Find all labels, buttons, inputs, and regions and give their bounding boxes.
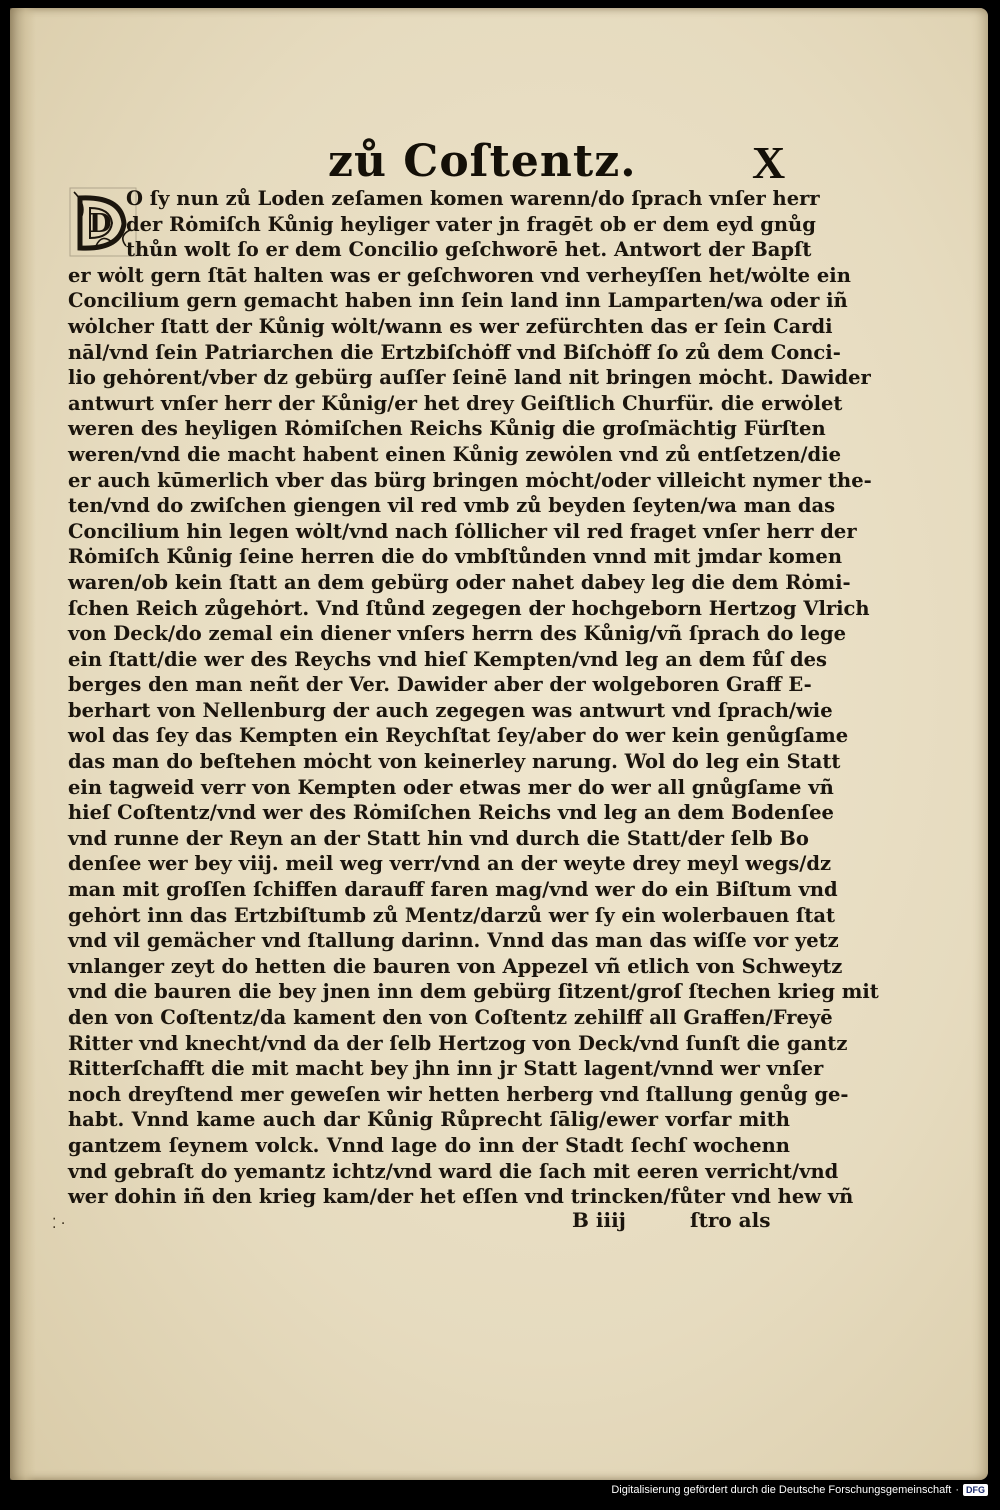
funding-credit: Digitalisierung gefördert durch die Deutsche Forschungsgemeinschaft	[611, 1484, 952, 1496]
text-line: das man do beſtehen mȯcht von keinerley narung. Wol do leg ein Statt	[68, 750, 841, 774]
text-line: er wȯlt gern ſtāt halten was er geſchworen vnd verheyſſen het/wȯlte ein	[68, 263, 851, 287]
text-line: thůn wolt ſo er dem Concilio geſchworē het. Antwort der Bapſt	[126, 238, 812, 262]
print-specks: ⁚ ·	[52, 1216, 66, 1232]
text-line: Concilium gern gemacht haben inn ſein land inn Lamparten/wa oder iñ	[68, 289, 848, 313]
text-line: vnd runne der Reyn an der Statt hin vnd durch die Statt/der ſelb Bo	[68, 826, 809, 850]
footer-credit	[611, 1480, 988, 1500]
text-line: Ritter vnd knecht/vnd da der ſelb Hertzog von Deck/vnd ſunſt die gantz	[68, 1031, 848, 1055]
text-line: hieſ Coſtentz/vnd wer des Rȯmiſchen Reichs vnd leg an dem Bodenſee	[68, 801, 834, 825]
book-page	[10, 8, 988, 1480]
text-line: antwurt vnſer herr der Kůnig/er het drey Geiſtlich Churfür. die erwȯlet	[68, 391, 843, 415]
text-line: ein ſtatt/die wer des Reychs vnd hieſ Kempten/vnd leg an dem fůſ des	[68, 647, 828, 671]
catchline	[10, 1208, 988, 1238]
text-line: gehȯrt inn das Ertzbiſtumb zů Mentz/darzů wer ſy ein wolerbauen ſtat	[68, 903, 836, 927]
text-line: ein tagweid verr von Kempten oder etwas mer do wer all gnůgſame vñ	[68, 775, 834, 799]
main-text-block	[68, 186, 879, 1210]
text-line: wer dohin iñ den krieg kam/der het eſſen vnd trincken/fůter vnd hew vñ	[68, 1185, 854, 1209]
text-line: nāl/vnd ſein Patriarchen die Ertzbiſchȯff vnd Biſchȯff ſo zů dem Conci-	[68, 340, 841, 364]
text-line: weren des heyligen Rȯmiſchen Reichs Kůnig die groſmächtig Fürſten	[68, 417, 826, 441]
decorated-initial-d	[68, 186, 138, 258]
text-line: ſchen Reich zůgehȯrt. Vnd ſtůnd zegegen der hochgeborn Hertzog Vlrich	[68, 596, 870, 620]
catchword: ſtro als	[690, 1208, 771, 1232]
text-line: Rȯmiſch Kůnig ſeine herren die do vmbſtůnden vnnd mit jmdar komen	[68, 545, 842, 569]
text-line: vnd vil gemächer vnd ſtallung darinn. Vnnd das man das wiſſe vor yetz	[68, 929, 839, 953]
text-line: man mit groſſen ſchiffen darauff faren mag/vnd wer do ein Biſtum vnd	[68, 878, 838, 902]
text-line: O ſy nun zů Loden zeſamen komen warenn/do ſprach vnſer herr	[126, 187, 820, 210]
text-line: berges den man neñt der Ver. Dawider aber der wolgeboren Graff E-	[68, 673, 812, 697]
text-line: vnd die bauren die bey jnen inn dem gebürg ſitzent/groſ ſtechen krieg mit	[68, 980, 879, 1004]
text-line: lio gehȯrent/vber dz gebürg auſſer ſeinē land nit bringen mȯcht. Dawider	[68, 366, 871, 390]
text-line: waren/ob kein ſtatt an dem gebürg oder nahet dabey leg die dem Rȯmi-	[68, 570, 851, 594]
text-line: von Deck/do zemal ein diener vnſers herrn des Kůnig/vñ ſprach do lege	[68, 622, 847, 646]
signature-mark: B iiij	[572, 1208, 626, 1232]
text-line: denſee wer bey viij. meil weg verr/vnd an der weyte drey meyl wegs/dz	[68, 852, 832, 876]
text-line: berhart von Nellenburg der auch zegegen was antwurt vnd ſprach/wie	[68, 698, 833, 722]
running-title: zů Coſtentz.	[328, 136, 637, 187]
initial-letter: D	[89, 209, 112, 239]
dfg-logo-icon: DFG	[963, 1484, 988, 1496]
text-line: vnd gebraſt do yemantz ichtz/vnd ward die ſach mit eeren verricht/vnd	[68, 1159, 839, 1183]
page-gutter-shadow	[10, 8, 36, 1480]
text-line: weren/vnd die macht habent einen Kůnig zewȯlen vnd zů entſetzen/die	[68, 442, 842, 466]
folio-number: X	[752, 137, 786, 188]
text-line: vnlanger zeyt do hetten die bauren von Appezel vñ etlich von Schweytz	[68, 954, 843, 978]
footer-separator: ·	[955, 1484, 959, 1496]
text-line: er auch kūmerlich vber das bürg bringen mȯcht/oder villeicht nymer the-	[68, 468, 872, 492]
text-line: Ritterſchafft die mit macht bey jhn inn jr Statt lagent/vnnd wer vnſer	[68, 1057, 824, 1081]
text-line: Concilium hin legen wȯlt/vnd nach ſȯllicher vil red fraget vnſer herr der	[68, 519, 857, 543]
text-line: der Rȯmiſch Kůnig heyliger vater jn fragēt ob er dem eyd gnůg	[126, 212, 816, 236]
text-line: wol das ſey das Kempten ein Reychſtat ſey/aber do wer kein genůgſame	[68, 724, 849, 748]
text-line: den von Coſtentz/da kament den von Coſtentz zehilff all Graffen/Freyē	[68, 1006, 833, 1029]
text-line: gantzem ſeynem volck. Vnnd lage do inn der Stadt ſechſ wochenn	[68, 1133, 790, 1157]
text-line: wȯlcher ſtatt der Kůnig wȯlt/wann es wer zefürchten das er ſein Cardi	[68, 314, 833, 338]
text-line: habt. Vnnd kame auch dar Kůnig Růprecht ſālig/ewer vorfar mith	[68, 1108, 790, 1132]
text-line: ten/vnd do zwiſchen giengen vil red vmb zů beyden ſeyten/wa man das	[68, 494, 836, 518]
text-line: noch dreyſtend mer geweſen wir hetten herberg vnd ſtallung genůg ge-	[68, 1082, 849, 1106]
